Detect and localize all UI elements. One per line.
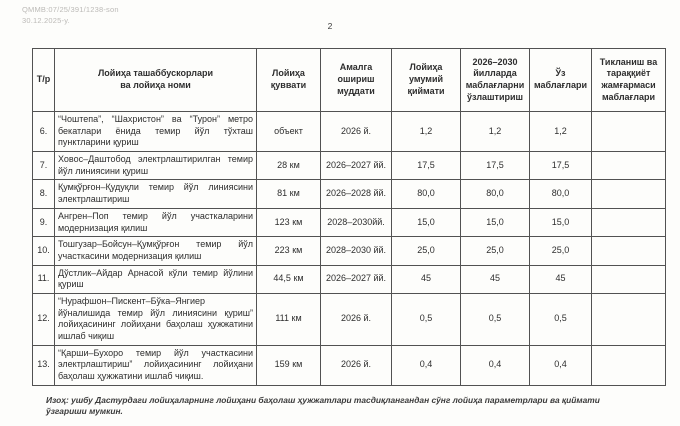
cell-period: 2026–2027 йй. [321,265,392,293]
cell-own_funds: 0,4 [530,345,592,385]
cell-name: Ангрен–Поп темир йўл участкаларини модернизация қилиш [55,208,257,236]
cell-capacity: 28 км [257,152,321,180]
cell-name: Ховос–Даштобод электрлаштирилган темир йўл линиясини қуриш [55,152,257,180]
cell-period: 2026–2027 йй. [321,152,392,180]
cell-fund_rd [592,265,666,293]
cell-period: 2026–2028 йй. [321,180,392,208]
table-row [33,112,666,152]
cell-capacity: 159 км [257,345,321,385]
cell-own_funds: 15,0 [530,208,592,236]
cell-total: 0,4 [392,345,461,385]
cell-fund_rd [592,293,666,345]
cell-fund_rd [592,237,666,265]
column-header-7: Тикланиш ва тараққиёт жамғармаси маблағлари [592,49,666,112]
cell-num: 13. [33,345,55,385]
cell-fund_rd [592,208,666,236]
table-row [33,237,666,265]
cell-funds_2026_2030: 17,5 [461,152,530,180]
cell-num: 11. [33,265,55,293]
cell-total: 0,5 [392,293,461,345]
cell-funds_2026_2030: 1,2 [461,112,530,152]
cell-fund_rd [592,112,666,152]
cell-total: 1,2 [392,112,461,152]
cell-capacity: 111 км [257,293,321,345]
cell-own_funds: 80,0 [530,180,592,208]
cell-num: 7. [33,152,55,180]
cell-name: “Нурафшон–Пискент–Бўка–Янгиер йўналишида темир йўл линиясини қуриш” лойиҳасининг лойиҳани баҳолаш ҳужжатини ишлаб чиқиш [55,293,257,345]
doc-date: 30.12.2025-y. [22,16,70,26]
doc-number: QMMB:07/25/391/1238-son [22,5,119,14]
cell-total: 25,0 [392,237,461,265]
cell-name: “Чоштепа”, “Шахристон” ва “Турон” метро бекатлари ёнида темир йўл тўхташ пунктларини қуриш [55,112,257,152]
cell-num: 6. [33,112,55,152]
cell-funds_2026_2030: 15,0 [461,208,530,236]
table-row [33,345,666,385]
cell-funds_2026_2030: 80,0 [461,180,530,208]
cell-capacity: 81 км [257,180,321,208]
cell-own_funds: 0,5 [530,293,592,345]
cell-funds_2026_2030: 0,4 [461,345,530,385]
column-header-2: Лойиҳа қуввати [257,49,321,112]
cell-period: 2026 й. [321,293,392,345]
cell-num: 8. [33,180,55,208]
cell-capacity: 44,5 км [257,265,321,293]
table-row [33,265,666,293]
cell-name: “Қарши–Бухоро темир йўл участкасини электрлаштириш” лойиҳасининг лойиҳани баҳолаш ҳужжатини ишлаб чиқиш. [55,345,257,385]
column-header-0: Т/р [33,49,55,112]
cell-total: 15,0 [392,208,461,236]
column-header-3: Амалга ошириш муддати [321,49,392,112]
cell-name: Дўстлик–Айдар Арнасой кўли темир йўлини қуриш [55,265,257,293]
cell-period: 2028–2030йй. [321,208,392,236]
cell-capacity: объект [257,112,321,152]
cell-own_funds: 45 [530,265,592,293]
cell-fund_rd [592,345,666,385]
column-header-1: Лойиҳа ташаббускорлари ва лойиҳа номи [55,49,257,112]
cell-period: 2028–2030 йй. [321,237,392,265]
cell-num: 9. [33,208,55,236]
page-number: 2 [327,21,333,31]
cell-own_funds: 1,2 [530,112,592,152]
cell-num: 10. [33,237,55,265]
footnote: Изоҳ: ушбу Дастурдаги лойиҳаларнинг лойиҳани баҳолаш ҳужжатлари тасдиқлангандан сўнг лойиҳа параметрлари ва қиймати ўзгариши мумкин. [46,395,600,416]
cell-funds_2026_2030: 0,5 [461,293,530,345]
cell-total: 17,5 [392,152,461,180]
cell-num: 12. [33,293,55,345]
cell-period: 2026 й. [321,345,392,385]
column-header-6: Ўз маблағлари [530,49,592,112]
table-row [33,180,666,208]
table-row [33,152,666,180]
cell-fund_rd [592,152,666,180]
cell-period: 2026 й. [321,112,392,152]
cell-name: Тошгузар–Бойсун–Қумқўрғон темир йўл участкасини модернизация қилиш [55,237,257,265]
cell-own_funds: 25,0 [530,237,592,265]
column-header-5: 2026–2030 йилларда маблағларни ўзлаштириш [461,49,530,112]
table-row [33,208,666,236]
column-header-4: Лойиҳа умумий қиймати [392,49,461,112]
cell-funds_2026_2030: 25,0 [461,237,530,265]
cell-name: Қумқўрғон–Қудуқли темир йўл линиясини электрлаштириш [55,180,257,208]
cell-own_funds: 17,5 [530,152,592,180]
cell-funds_2026_2030: 45 [461,265,530,293]
projects-table [32,48,666,386]
table-header-row [33,49,666,112]
cell-total: 45 [392,265,461,293]
cell-capacity: 223 км [257,237,321,265]
cell-fund_rd [592,180,666,208]
cell-total: 80,0 [392,180,461,208]
table-row [33,293,666,345]
cell-capacity: 123 км [257,208,321,236]
